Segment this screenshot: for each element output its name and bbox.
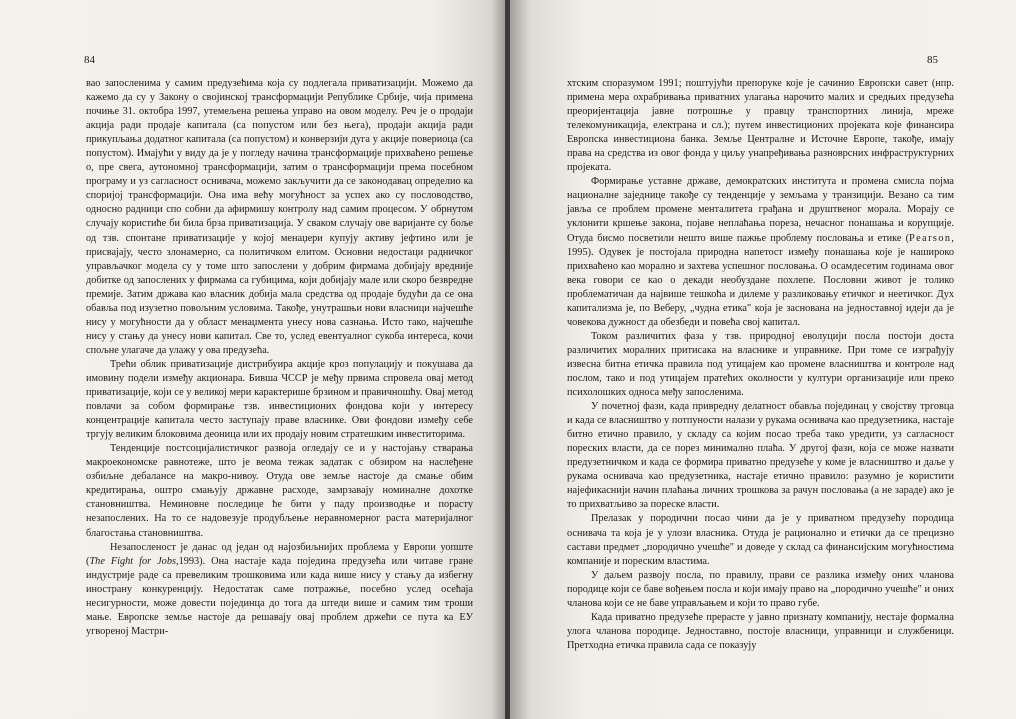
paragraph-text: , 1995). Одувек је постојала природна напетост између понашања које је нашироко прихваћено као морално и захтева успешног пословања. О осамдесетим годинама овог века говори се као о декади необуздане похлепе. Пословни живот је толико проблематичан да највише тешкоћа и дилеме у разликовању етичког и неетичког. Дух капитализма је, по Веберу, „чудна етика" која је заснована на једноставној идеји да је човекова дужност да обезбеди и повећа свој капитал. [567,232,954,328]
left-page [0,0,506,719]
paragraph [86,541,473,639]
left-page-body [86,77,473,639]
paragraph: Када приватно предузеће прерасте у јавно признату компанију, нестаје формална улога чланова породице. Једноставно, постоје власници, управници и службеници. Претходна етичка правила сада се показују [567,611,954,651]
page-number-left: 84 [84,54,95,66]
paragraph-text: Формирање уставне државе, демократских института и промена смисла појма националне заједнице такође су тенденције у земљама у транзицији. Везано са тим јавља се проблем промене менталитета грађана и друштвеног морала. Морају се уклонити кршење закона, појаве неплаћања пореза, нечасног понашања и корупције. Отуда бисмо посветили нешто више пажње проблему пословања и етике ( [567,176,954,244]
paragraph: Тенденције постсоцијалистичког развоја огледају се и у настојању стварања макроекономске равнотеже, што је веома тежак задатак с обзиром на наслеђене озбиљне дебалансе на макро-нивоу. Отуда ове земље настоје да смање обим кредитирања, оштро смањују државне расходе, замрзавају номиналне дохотке становништва. Неминовне последице ће бити у паду производње и порасту незапослених. На то се надовезује продубљење неравномерног раста материјалног благостања становништва. [86,443,473,539]
paragraph: Прелазак у породични посао чини да је у приватном предузећу породица оснивача та која је у улози власника. Отуда је рационално и етички да се прецизно састави предмет „породично учешће" и доведе у склад са финансијским могућностима компаније и пореским властима. [567,513,954,567]
paragraph: Током различитих фаза у тзв. природној еволуцији посла постоји доста различитих моралних притисака на власнике и управнике. При томе се изграђују извесна битна етичка правила под утицајем као промене власништва и контроле над послом, тако и под утицајем пратећих околности у култури организације или преко психолошких односа међу запосленима. [567,330,954,399]
paragraph: Трећи облик приватизације дистрибуира акције кроз популацију и покушава да имовину подели између акционара. Бивша ЧССР је међу првима спровела овај метод приватизације, који се у великој мери карактерише брзином и правичношћу. Овај метод повлачи за собом формирање тзв. инвестиционих фондова који у интересу концентрације капитала често заступају праве власнике. Ови фондови између себе тргују великим блоковима деоница или их продају новим стратешким инвеститорима. [86,358,473,441]
paragraph: хтским споразумом 1991; поштујући препоруке које је сачинио Европски савет (нпр. примена мера охрабривања приватних улагања нарочито малих и средњих предузећа преоријентација јавне потрошње у правцу транспортних линија, мреже телекомуникација, електрана и сл.); путем инвестиционих пројеката које финансира Европска инвестициона банка. Земље Централне и Источне Европе, такође, имају права на средства из овог фонда у циљу унапређивања разноврсних инфраструктурних пројеката. [567,78,954,174]
page-number-right: 85 [927,54,938,66]
right-page [510,0,1016,719]
cited-author: Pearson [909,232,952,244]
cited-title: The Fight for Jobs [89,555,176,567]
paragraph [567,175,954,330]
right-page-body [567,77,954,653]
paragraph-text: ,1993). Она настаје када поједина предузећа или читаве гране индустрије раде са превеликим трошковима или када више нису у стању да избегну инострану конкуренцију. Недостатак саме потражње, посебно услед осећаја несигурности, може довести појединца до тога да штеди више и самим тим троши мање. Европске земље настоје да решавају овај проблем држећи се пута ка ЕУ угвореној Мастри- [86,555,473,637]
paragraph: вао запосленима у самим предузећима која су подлегала приватизацији. Можемо да кажемо да су у Закону о својинској трансформацији Републике Србије, чија примена почиње 31. октобра 1997, утемељена решења управо на овом моделу. Реч је о продаји акција ради продаје капитала (са попустом или без њега), продаји акција ради прикупљања додатног капитала (са попустом) и конверзији дуга у акције повериоца (са попустом). Имајући у виду да је у погледу начина трансформације прихваћено решење о, пре свега, аутономној трансформацији, затим о трансформацији према посебном програму и уз сагласност оснивача, можемо закључити да се законодавац определио ка споријој трансформацији. Она има већу могућност за успех ако су пословодство, односно радници спо собни да афирмишу контролу над самим процесом. У обрнутом случају користиће би била брза приватизација. У сваком случају ове варијанте су боље од тзв. спонтане приватизације у којој менаџери купују активу јефтино или је присвајају, често злонамерно, са политичком елитом. Основни недостаци радничког управљачког модела су у томе што запослени у добрим фирмама добијају вредније добитке од запослених у фирмама са губицима, који добијају мале или скоро безвредне премије. Затим држава као власник добија мала средства од продаје будући да се она обавља под изузетно повољним условима. Такође, унутрашњи нови власници најчешће нису у могућности да у област менаџмента унесу нова сазнања. Исто тако, најчешће нису у стању да унесу нови капитал. Све то, услед евентуалног сукоба интереса, кочи спољне улагаче да улажу у ова предузећа. [86,78,473,356]
paragraph-text: Незапосленост је данас од један од најозбиљнијих проблема у Европи уопште ( [86,541,473,567]
paragraph: У даљем развоју посла, по правилу, прави се разлика између оних чланова породице који се баве вођењем посла и који имају право на „породично учешће" и оних чланова који се не баве управљањем и који то право губе. [567,569,954,609]
paragraph: У почетној фази, када привредну делатност обавља појединац у својству трговца и када се власништво у потпуности налази у рукама оснивача као предузетника, настаје битно етично правило, у складу са којим посао треба тако уредити, уз сагласност пореских власти, да се порез минимално плаћа. У другој фази, која се може назвати предузетничком и када се формира приватно предузеће у коме је власништво и даље у рукама оснивача као предузетника, настаје етично правило: разумно је користити најефикаснији начин плаћања личних трошкова за рачун пословања (а не зараде) ако је то прихватљиво за пореске власти. [567,401,954,511]
